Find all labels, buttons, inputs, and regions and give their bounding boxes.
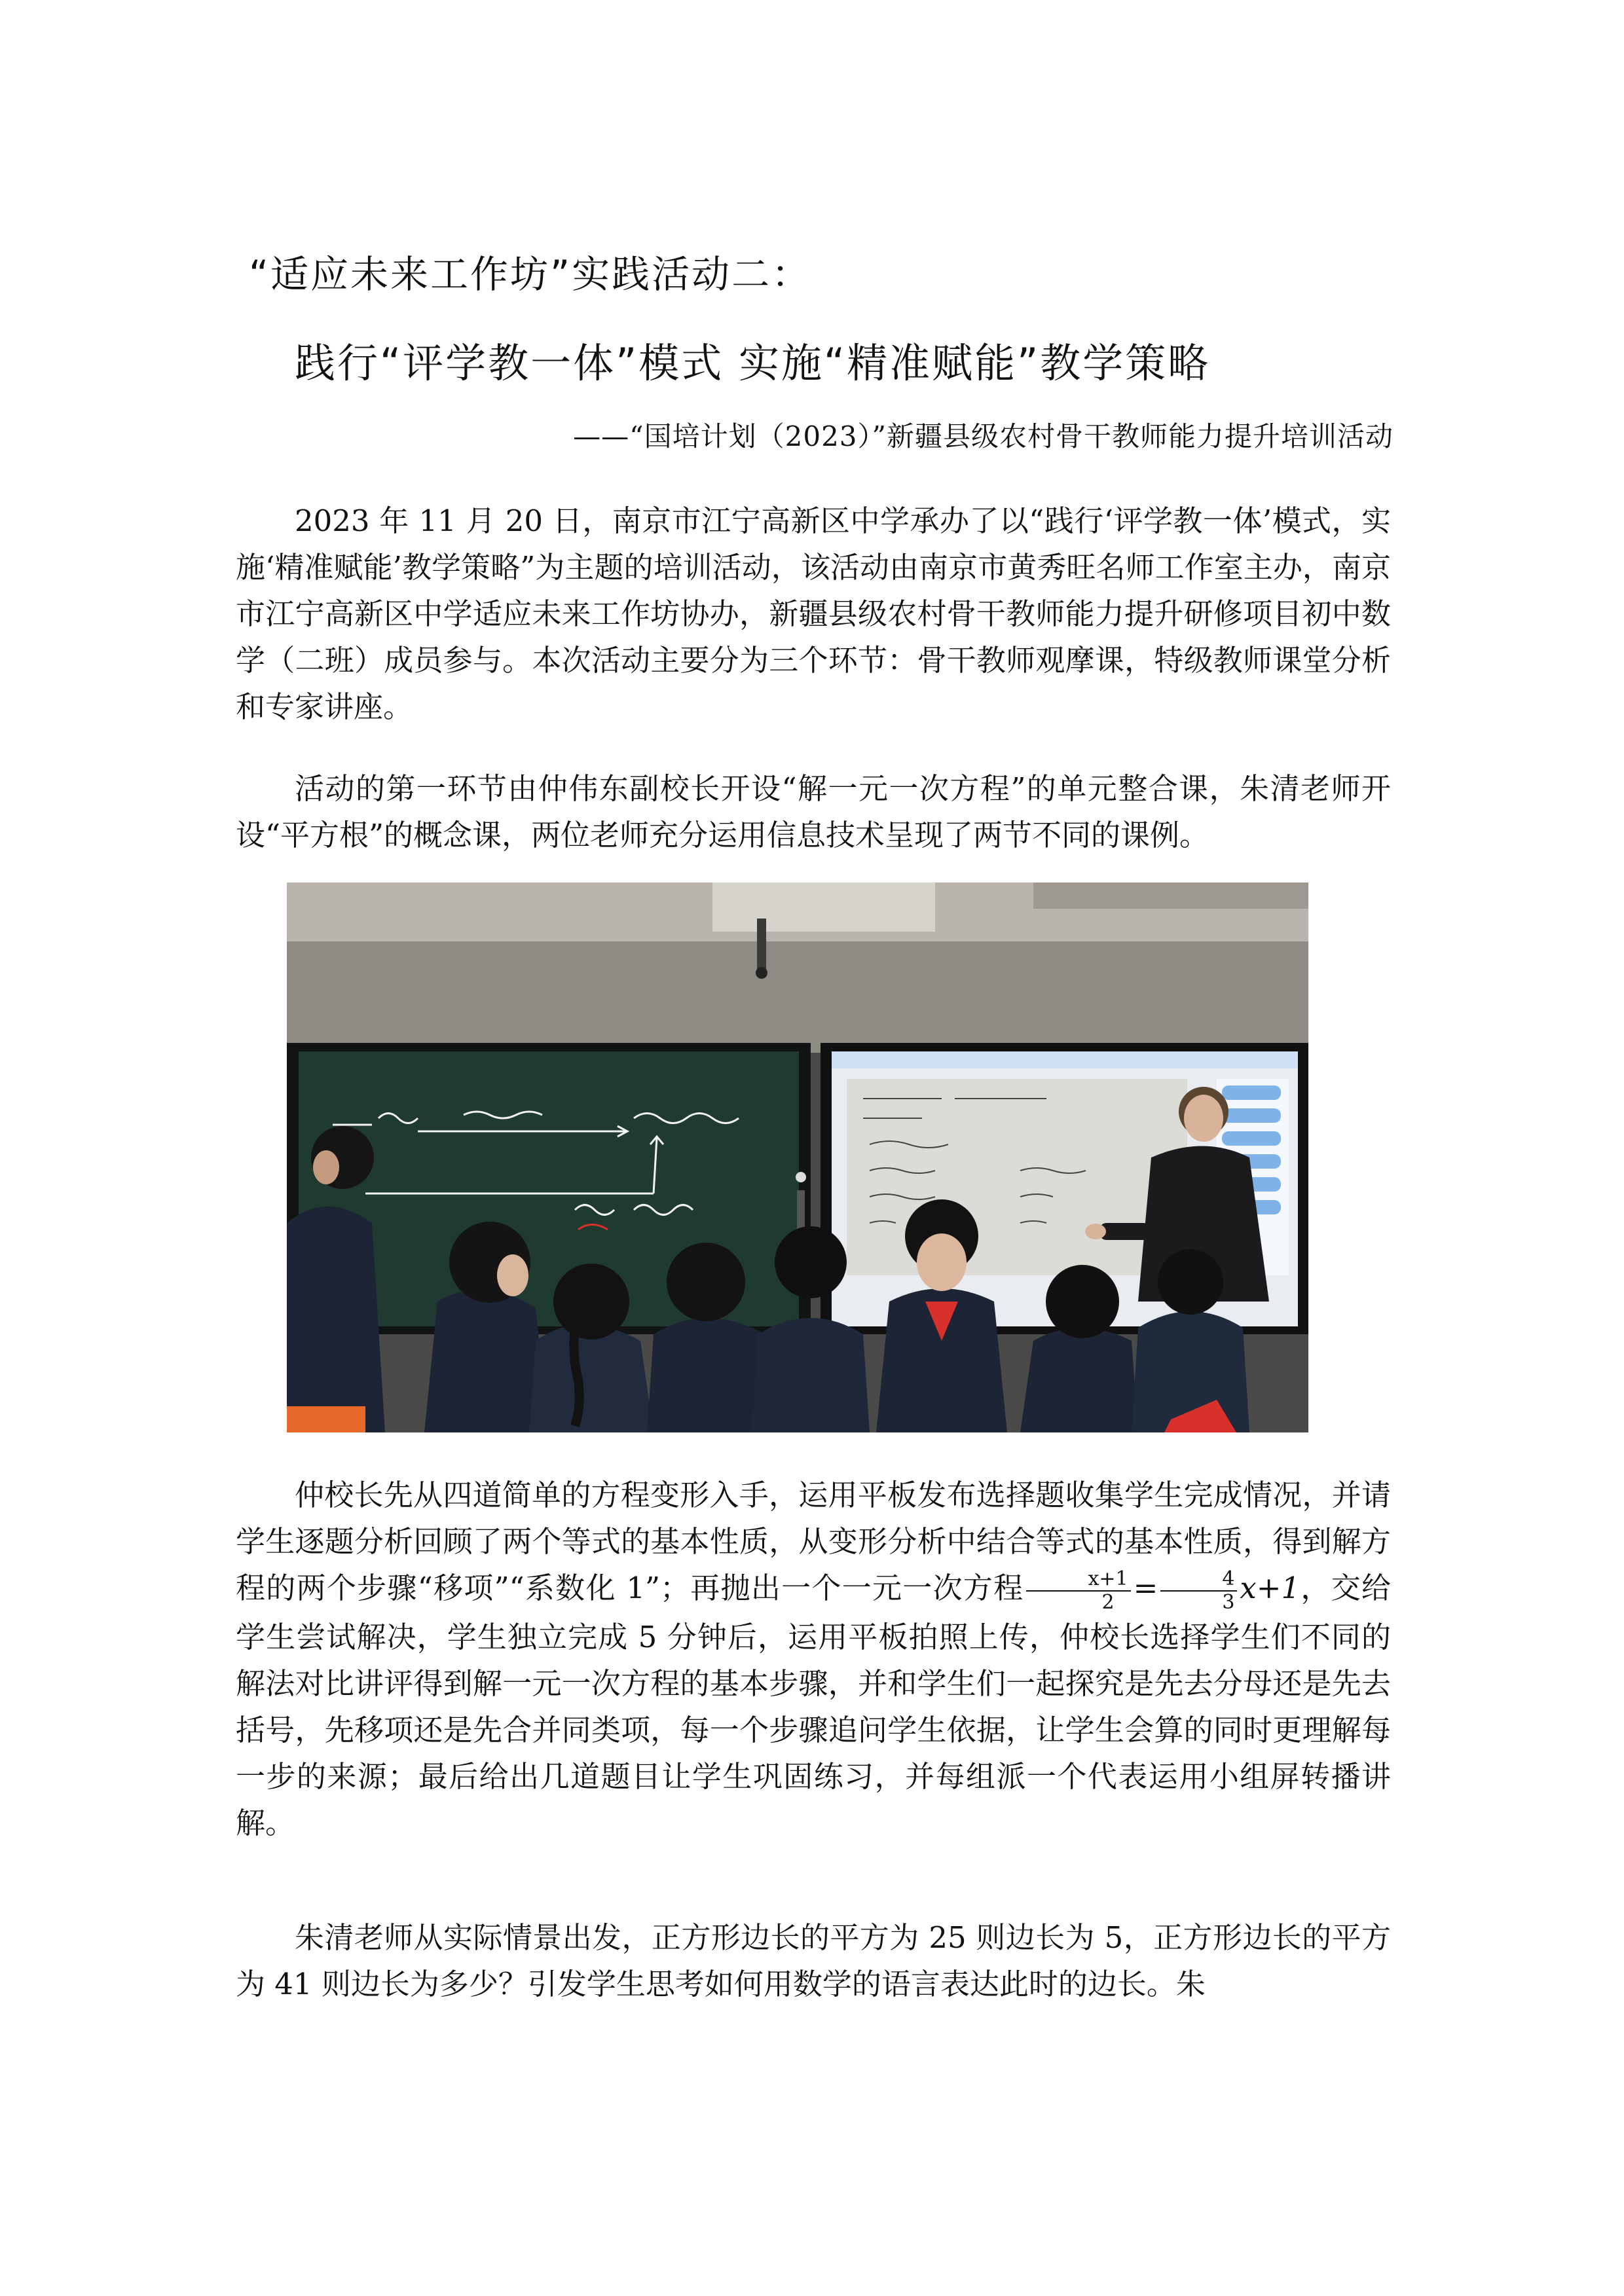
paragraph-4: 朱清老师从实际情景出发，正方形边长的平方为 25 则边长为 5，正方形边长的平方为 41 则边长为多少？引发学生思考如何用数学的语言表达此时的边长。朱 bbox=[236, 1920, 1391, 2001]
fraction-1-numerator: x+1 bbox=[1026, 1568, 1130, 1592]
paragraph-2: 活动的第一环节由仲伟东副校长开设“解一元一次方程”的单元整合课，朱清老师开设“平方根”的概念课，两位老师充分运用信息技术呈现了两节不同的课例。 bbox=[236, 771, 1391, 852]
subtitle: ——“国培计划（2023）”新疆县级农村骨干教师能力提升培训活动 bbox=[573, 420, 1393, 452]
title-line-1: “适应未来工作坊”实践活动二： bbox=[249, 252, 812, 297]
fraction-2-numerator: 4 bbox=[1160, 1568, 1237, 1592]
fraction-2-denominator: 3 bbox=[1222, 1590, 1235, 1614]
fraction-1-denominator: 2 bbox=[1101, 1590, 1115, 1614]
fraction-2 bbox=[1160, 1568, 1237, 1614]
paragraph-3-text-b: ，交给学生尝试解决，学生独立完成 5 分钟后，运用平板拍照上传，仲校长选择学生们不同的解法对比讲评得到解一元一次方程的基本步骤，并和学生们一起探究是先去分母还是先去括号，先移项还是先合并同类项，每一个步骤追问学生依据，让学生会算的同时更理解每一步的来源；最后给出几道题目让学生巩固练习，并每组派一个代表运用小组屏转播讲解。 bbox=[236, 1571, 1391, 1840]
fraction-1 bbox=[1026, 1568, 1130, 1614]
equation-variable: x+1 bbox=[1240, 1571, 1301, 1605]
classroom-photo bbox=[287, 883, 1308, 1432]
equals-sign: = bbox=[1133, 1571, 1158, 1605]
title-line-2: 践行“评学教一体”模式 实施“精准赋能”教学策略 bbox=[295, 339, 1211, 387]
paragraph-3 bbox=[236, 1472, 1391, 1846]
paragraph-1: 2023 年 11 月 20 日，南京市江宁高新区中学承办了以“践行‘评学教一体’模式，实施‘精准赋能’教学策略”为主题的培训活动，该活动由南京市黄秀旺名师工作室主办，南京市江宁高新区中学适应未来工作坊协办，新疆县级农村骨干教师能力提升研修项目初中数学（二班）成员参与。本次活动主要分为三个环节：骨干教师观摩课，特级教师课堂分析和专家讲座。 bbox=[236, 503, 1391, 724]
paragraph-3-text-a: 仲校长先从四道简单的方程变形入手，运用平板发布选择题收集学生完成情况，并请学生逐题分析回顾了两个等式的基本性质，从变形分析中结合等式的基本性质，得到解方程的两个步骤“移项”“系数化 1”；再抛出一个一元一次方程 bbox=[236, 1478, 1391, 1605]
